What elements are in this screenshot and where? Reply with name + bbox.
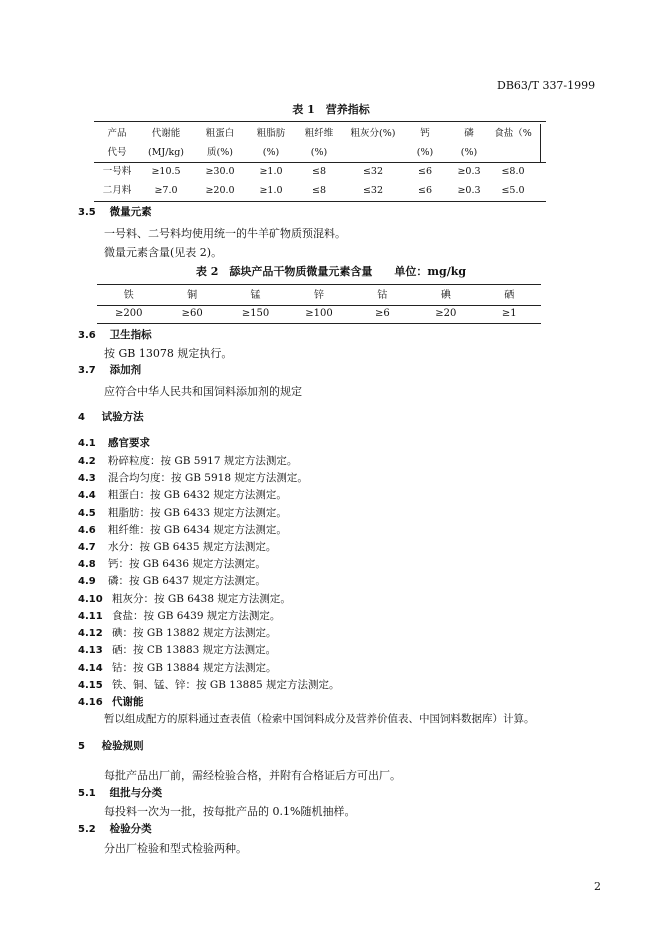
item-text: 粗脂肪：按 GB 6433 规定方法测定。 <box>108 507 287 519</box>
item-number: 4.4 <box>78 490 96 501</box>
list-item <box>78 507 287 520</box>
item-text: 水分：按 GB 6435 规定方法测定。 <box>108 541 277 553</box>
section-4-heading <box>78 411 144 424</box>
list-item <box>78 696 144 709</box>
item-number: 4.8 <box>78 559 96 570</box>
item-number: 4.5 <box>78 508 96 519</box>
page-number: 2 <box>594 880 601 893</box>
table2-header-cell: 硒 <box>504 290 515 301</box>
table2-header-cell: 铜 <box>187 290 198 301</box>
section-number: 5 <box>78 741 85 752</box>
table-cell: ≥30.0 <box>205 165 235 177</box>
list-item <box>78 541 276 554</box>
table1-header-cell: 粗脂肪 <box>256 127 286 139</box>
section-title: 卫生指标 <box>109 329 152 341</box>
table-cell: ≥1.0 <box>259 184 283 196</box>
table1-mid-rule <box>94 162 546 163</box>
section-5-2-heading <box>78 823 152 836</box>
table2-header-row <box>97 287 541 305</box>
table1-header-cell: (%) <box>460 146 478 158</box>
item-text: 粉碎粒度：按 GB 5917 规定方法测定。 <box>108 455 298 467</box>
item-number: 4.12 <box>78 628 103 639</box>
item-number: 4.7 <box>78 542 96 553</box>
item-number: 4.1 <box>78 438 96 449</box>
table2-bottom-rule <box>97 323 541 324</box>
section-number: 5.1 <box>78 788 96 799</box>
table2-header-cell: 碘 <box>440 290 451 301</box>
section-5-1-heading <box>78 787 162 800</box>
table1-bottom-rule <box>94 201 546 202</box>
item-text: 代谢能 <box>112 696 144 708</box>
section-3-5-heading <box>78 206 152 219</box>
table-cell: ≤5.0 <box>501 184 525 196</box>
section-title: 添加剂 <box>109 364 142 376</box>
list-item <box>78 627 277 640</box>
table-cell: 一号料 <box>102 165 132 177</box>
table-cell: ≤32 <box>362 165 384 177</box>
table-cell: ≥20.0 <box>205 184 235 196</box>
item-number: 4.11 <box>78 611 103 622</box>
table-row <box>95 181 535 200</box>
item-number: 4.13 <box>78 645 103 656</box>
table2-mid-rule <box>97 305 541 306</box>
item-number: 4.14 <box>78 663 103 674</box>
section-title: 试验方法 <box>101 411 144 423</box>
table1-header-cell <box>343 143 403 162</box>
list-item <box>78 662 277 675</box>
table2-title: 表 2 舔块产品干物质微量元素含量 单位：mg/kg <box>195 265 467 278</box>
table1-header-cell: (%) <box>416 146 434 158</box>
item-number: 4.9 <box>78 576 96 587</box>
section-number: 3.7 <box>78 365 96 376</box>
list-item <box>78 593 291 606</box>
item-text: 碘：按 GB 13882 规定方法测定。 <box>112 627 277 639</box>
list-item <box>78 472 308 485</box>
list-item <box>78 558 266 571</box>
paragraph: 微量元素含量(见表 2)。 <box>104 246 223 259</box>
section-3-7-heading <box>78 364 141 377</box>
item-number: 4.3 <box>78 473 96 484</box>
item-text: 钴：按 GB 13884 规定方法测定。 <box>112 662 277 674</box>
table1-header-cell: 代谢能 <box>151 127 181 139</box>
section-5-heading <box>78 740 144 753</box>
list-item <box>78 610 280 623</box>
table-cell: 二月料 <box>102 184 132 196</box>
section-number: 3.6 <box>78 330 96 341</box>
table-cell: ≥100 <box>305 308 333 319</box>
table1-header-cell: 食盐（% <box>494 127 532 139</box>
list-item <box>78 524 287 537</box>
list-item <box>78 679 340 692</box>
table-row <box>95 162 535 181</box>
list-item <box>78 489 287 502</box>
item-text: 钙：按 GB 6436 规定方法测定。 <box>108 558 266 570</box>
table-cell: ≥1.0 <box>259 165 283 177</box>
item-text: 磷：按 GB 6437 规定方法测定。 <box>108 575 266 587</box>
table-cell: ≤6 <box>417 165 432 177</box>
section-title: 组批与分类 <box>109 787 163 799</box>
table2-header-cell: 锰 <box>250 290 261 301</box>
item-text: 感官要求 <box>108 437 150 449</box>
item-text: 粗纤维：按 GB 6434 规定方法测定。 <box>108 524 287 536</box>
item-text: 食盐：按 GB 6439 规定方法测定。 <box>112 610 281 622</box>
table1-header-cell: 产品 <box>107 127 127 139</box>
item-text: 硒：按 CB 13883 规定方法测定。 <box>112 644 277 656</box>
item-number: 4.6 <box>78 525 96 536</box>
item-text: 粗灰分：按 GB 6438 规定方法测定。 <box>112 593 291 605</box>
table1-header-cell: 磷 <box>464 127 474 139</box>
document-code: DB63/T 337-1999 <box>497 79 596 92</box>
table2-top-rule <box>97 284 541 285</box>
section-number: 5.2 <box>78 824 96 835</box>
table-cell: ≥0.3 <box>457 165 481 177</box>
table-cell: ≤8 <box>311 165 326 177</box>
table-cell: ≥6 <box>375 308 390 319</box>
table-cell: ≥60 <box>181 308 203 319</box>
table-cell: ≤8 <box>311 184 326 196</box>
paragraph: 暂以组成配方的原料通过查表值（检索中国饲料成分及营养价值表、中国饲料数据库）计算。 <box>104 713 535 725</box>
section-title: 检验规则 <box>101 740 144 752</box>
item-number: 4.16 <box>78 697 103 708</box>
list-item <box>78 575 266 588</box>
section-title: 微量元素 <box>109 206 152 218</box>
paragraph: 按 GB 13078 规定执行。 <box>104 347 233 360</box>
table1-top-rule <box>94 121 546 122</box>
paragraph: 分出厂检验和型式检验两种。 <box>104 842 247 855</box>
table1-header-cell: (%) <box>262 146 280 158</box>
item-number: 4.15 <box>78 680 103 691</box>
table1-header-cell: (MJ/kg) <box>148 146 184 158</box>
paragraph: 每投料一次为一批，按每批产品的 0.1%随机抽样。 <box>104 805 356 818</box>
table1-header-cell: 粗灰分(%) <box>350 127 396 139</box>
table-cell: ≥7.0 <box>154 184 178 196</box>
item-text: 混合均匀度：按 GB 5918 规定方法测定。 <box>108 472 308 484</box>
table2-header-cell: 锌 <box>313 290 324 301</box>
table-cell: ≤8.0 <box>501 165 525 177</box>
table-cell: ≥150 <box>241 308 270 319</box>
table1-header-cell: 粗纤维 <box>304 127 334 139</box>
table1-header-cell: 质(%) <box>207 146 233 158</box>
paragraph: 一号料、二号料均使用统一的牛羊矿物质预混料。 <box>104 227 346 240</box>
table-row <box>97 305 541 323</box>
table1-header-cell: 钙 <box>420 127 430 139</box>
paragraph: 应符合中华人民共和国饲料添加剂的规定 <box>104 385 302 398</box>
table1-right-border <box>540 124 541 162</box>
table-cell: ≤32 <box>362 184 384 196</box>
list-item <box>78 644 276 657</box>
table-cell: ≤6 <box>417 184 432 196</box>
table-cell: ≥200 <box>114 308 143 319</box>
table-cell: ≥0.3 <box>457 184 481 196</box>
table1-header-cell: 代号 <box>107 146 127 158</box>
table2-header-cell: 铁 <box>123 290 134 301</box>
list-item <box>78 437 150 450</box>
section-3-6-heading <box>78 329 152 342</box>
table1-header-row <box>95 143 535 162</box>
item-number: 4.2 <box>78 456 96 467</box>
table1-header-cell: 粗蛋白 <box>205 127 235 139</box>
table1-title: 表 1 营养指标 <box>292 103 370 116</box>
list-item <box>78 455 297 468</box>
item-text: 铁、铜、锰、锌：按 GB 13885 规定方法测定。 <box>112 679 340 691</box>
section-number: 4 <box>78 412 85 423</box>
item-text: 粗蛋白：按 GB 6432 规定方法测定。 <box>108 489 287 501</box>
table1-header-cell <box>491 143 535 162</box>
paragraph: 每批产品出厂前，需经检验合格，并附有合格证后方可出厂。 <box>104 769 401 782</box>
table2-header-cell: 钴 <box>377 290 388 301</box>
table-cell: ≥20 <box>435 308 457 319</box>
table1-header-cell: (%) <box>310 146 328 158</box>
table1-header-row <box>95 124 535 143</box>
section-number: 3.5 <box>78 207 96 218</box>
item-number: 4.10 <box>78 594 103 605</box>
table-cell: ≥1 <box>501 308 517 319</box>
table-cell: ≥10.5 <box>151 165 181 177</box>
section-title: 检验分类 <box>109 823 152 835</box>
